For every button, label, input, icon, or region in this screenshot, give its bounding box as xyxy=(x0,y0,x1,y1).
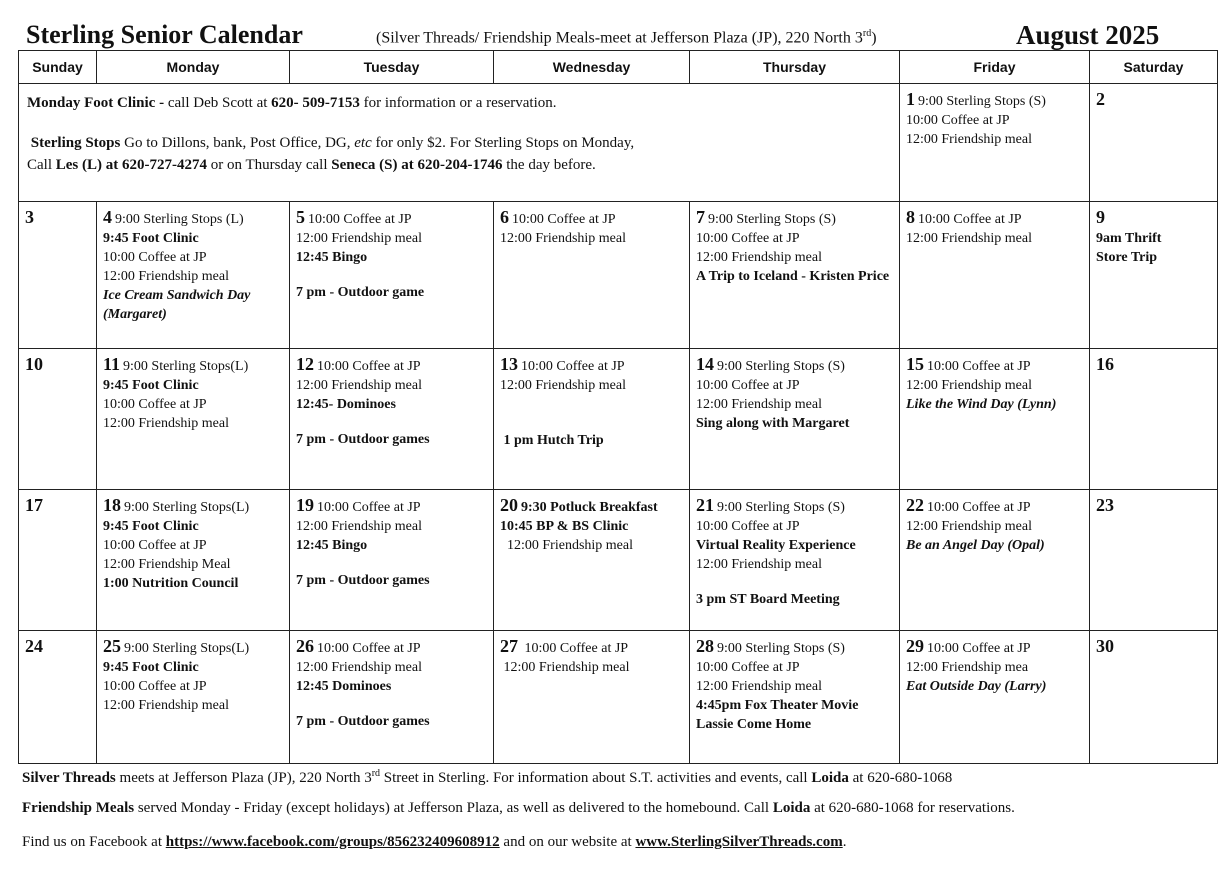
day-number: 12 xyxy=(296,354,314,374)
day-number: 4 xyxy=(103,207,112,227)
day-header-friday: Friday xyxy=(900,51,1090,84)
stops-text: Go to Dillons, bank, Post Office, DG, xyxy=(120,135,355,151)
event: 12:00 Friendship meal xyxy=(696,679,822,694)
day-header-saturday: Saturday xyxy=(1090,51,1218,84)
event: 10:00 Coffee at JP xyxy=(696,660,800,675)
week-row-1 xyxy=(19,84,1218,202)
event-special-day: Eat Outside Day (Larry) xyxy=(906,679,1047,694)
day-cell-22 xyxy=(900,490,1090,631)
footer-contact-name: Loida xyxy=(811,770,849,786)
event: 12:00 Friendship meal xyxy=(906,519,1032,534)
call-text-mid: or on Thursday call xyxy=(206,157,332,173)
day-cell-30 xyxy=(1090,631,1218,764)
day-number: 11 xyxy=(103,354,121,374)
event: 10:00 Coffee at JP xyxy=(308,212,412,227)
day-header-tuesday: Tuesday xyxy=(290,51,494,84)
foot-clinic-text: call Deb Scott at xyxy=(164,95,272,111)
event: 9:45 Foot Clinic xyxy=(103,660,199,675)
event: Virtual Reality Experience xyxy=(696,538,856,553)
day-number: 17 xyxy=(25,495,43,515)
event: 12:00 Friendship meal xyxy=(906,231,1032,246)
day-cell-25 xyxy=(97,631,290,764)
event: 9:00 Sterling Stops (S) xyxy=(717,500,845,515)
day-number: 22 xyxy=(906,495,924,515)
event: 9:00 Sterling Stops (S) xyxy=(717,359,845,374)
day-number: 24 xyxy=(25,636,43,656)
day-header-thursday: Thursday xyxy=(690,51,900,84)
day-cell-5 xyxy=(290,202,494,349)
stops-call-notice xyxy=(27,154,891,176)
event: 10:00 Coffee at JP xyxy=(906,113,1010,128)
day-cell-28 xyxy=(690,631,900,764)
event: 10:00 Coffee at JP xyxy=(103,397,207,412)
website-link[interactable]: www.SterlingSilverThreads.com xyxy=(635,834,843,850)
calendar-subtitle xyxy=(376,28,877,47)
day-cell-11 xyxy=(97,349,290,490)
day-number: 5 xyxy=(296,207,305,227)
notice-cell xyxy=(19,84,900,202)
foot-clinic-phone: 620- 509-7153 xyxy=(271,95,360,111)
footer-contact-name: Loida xyxy=(772,800,811,816)
day-number: 9 xyxy=(1096,207,1105,227)
event: 12:45 Bingo xyxy=(296,250,368,265)
event-special-day: Ice Cream Sandwich Day (Margaret) xyxy=(103,288,251,322)
event: 10:00 Coffee at JP xyxy=(927,500,1031,515)
day-number: 30 xyxy=(1096,636,1114,656)
week-row-4 xyxy=(19,490,1218,631)
day-cell-13 xyxy=(494,349,690,490)
subtitle-end: ) xyxy=(871,29,877,47)
calendar-title: Sterling Senior Calendar xyxy=(26,20,303,49)
day-cell-10 xyxy=(19,349,97,490)
footer-links xyxy=(22,834,1217,851)
day-number: 23 xyxy=(1096,495,1114,515)
day-cell-15 xyxy=(900,349,1090,490)
day-cell-21 xyxy=(690,490,900,631)
day-number: 28 xyxy=(696,636,714,656)
day-cell-18 xyxy=(97,490,290,631)
day-number: 14 xyxy=(696,354,714,374)
day-cell-29 xyxy=(900,631,1090,764)
day-number: 20 xyxy=(500,495,518,515)
stops-label: Sterling Stops xyxy=(30,135,121,151)
event: A Trip to Iceland - Kristen Price xyxy=(696,269,890,284)
foot-clinic-text-end: for information or a reservation. xyxy=(359,95,557,111)
event: 9:00 Sterling Stops (S) xyxy=(918,94,1046,109)
day-number: 27 xyxy=(500,636,518,656)
event-special-day: Like the Wind Day (Lynn) xyxy=(906,397,1057,412)
day-number: 13 xyxy=(500,354,518,374)
stops-text-end: for only $2. For Sterling Stops on Monday, xyxy=(371,135,635,151)
footer-friendship-meals xyxy=(22,800,1217,817)
event: 12:00 Friendship meal xyxy=(906,378,1032,393)
event: 7 pm - Outdoor games xyxy=(296,432,430,447)
day-cell-26 xyxy=(290,631,494,764)
event: 12:00 Friendship meal xyxy=(500,231,626,246)
event: 7 pm - Outdoor games xyxy=(296,714,430,729)
event: 12:00 Friendship meal xyxy=(296,519,422,534)
footer-text: and on our website at xyxy=(499,834,636,850)
stops-etc: etc xyxy=(354,135,372,151)
footer-sup: rd xyxy=(371,768,381,779)
day-cell-24 xyxy=(19,631,97,764)
day-header-row xyxy=(19,51,1218,84)
day-number: 18 xyxy=(103,495,121,515)
calendar-month: August 2025 xyxy=(1016,20,1160,50)
event: 10:45 BP & BS Clinic xyxy=(500,519,629,534)
day-header-sunday: Sunday xyxy=(19,51,97,84)
footer-text: Street in Sterling. For information about S.T. activities and events, call xyxy=(380,770,812,786)
seneca-contact: Seneca (S) at 620-204-1746 xyxy=(331,157,503,173)
subtitle-text: (Silver Threads/ Friendship Meals-meet at Jefferson Plaza (JP), 220 North 3 xyxy=(376,29,863,47)
week-row-5 xyxy=(19,631,1218,764)
call-text-end: the day before. xyxy=(502,157,596,173)
event: 12:00 Friendship mea xyxy=(906,660,1029,675)
event: 12:00 Friendship meal xyxy=(296,378,422,393)
foot-clinic-label: Monday Foot Clinic - xyxy=(27,95,165,111)
day-number: 8 xyxy=(906,207,915,227)
day-header-wednesday: Wednesday xyxy=(494,51,690,84)
footer-label: Silver Threads xyxy=(22,770,116,786)
event: 12:00 Friendship meal xyxy=(500,378,626,393)
event: 7 pm - Outdoor game xyxy=(296,285,425,300)
week-row-3 xyxy=(19,349,1218,490)
day-number: 16 xyxy=(1096,354,1114,374)
day-number: 25 xyxy=(103,636,121,656)
day-cell-23 xyxy=(1090,490,1218,631)
day-cell-12 xyxy=(290,349,494,490)
event: 9am Thrift Store Trip xyxy=(1096,231,1162,265)
day-number: 3 xyxy=(25,207,34,227)
event: 12:00 Friendship meal xyxy=(696,397,822,412)
day-cell-19 xyxy=(290,490,494,631)
event: 12:00 Friendship meal xyxy=(296,660,422,675)
footer-text: served Monday - Friday (except holidays) at Jefferson Plaza, as well as delivered to the homebound. Call xyxy=(134,800,773,816)
footer-label: Friendship Meals xyxy=(22,800,135,816)
facebook-link[interactable]: https://www.facebook.com/groups/856232409608912 xyxy=(165,834,500,850)
event: 10:00 Coffee at JP xyxy=(317,641,421,656)
event: 3 pm ST Board Meeting xyxy=(696,592,840,607)
day-cell-20 xyxy=(494,490,690,631)
event: 10:00 Coffee at JP xyxy=(317,500,421,515)
event: 12:45 Bingo xyxy=(296,538,368,553)
event: 10:00 Coffee at JP xyxy=(918,212,1022,227)
event: 7 pm - Outdoor games xyxy=(296,573,430,588)
day-number: 6 xyxy=(500,207,509,227)
day-number: 19 xyxy=(296,495,314,515)
footer-text: Find us on Facebook at xyxy=(22,834,166,850)
event: 10:00 Coffee at JP xyxy=(103,538,207,553)
day-number: 1 xyxy=(906,89,915,109)
event: 12:45 Dominoes xyxy=(296,679,392,694)
event: 10:00 Coffee at JP xyxy=(512,212,616,227)
day-number: 2 xyxy=(1096,89,1105,109)
week-row-2 xyxy=(19,202,1218,349)
calendar-grid xyxy=(18,50,1218,764)
event: Sing along with Margaret xyxy=(696,416,850,431)
day-cell-7 xyxy=(690,202,900,349)
foot-clinic-notice xyxy=(27,92,891,114)
day-number: 10 xyxy=(25,354,43,374)
event: 9:00 Sterling Stops(L) xyxy=(124,641,250,656)
event: 12:00 Friendship meal xyxy=(103,698,229,713)
calendar-header xyxy=(22,14,1212,54)
event: 12:00 Friendship meal xyxy=(507,538,633,553)
subtitle-sup: rd xyxy=(862,28,872,39)
day-cell-9 xyxy=(1090,202,1218,349)
event: 10:00 Coffee at JP xyxy=(317,359,421,374)
day-cell-8 xyxy=(900,202,1090,349)
day-header-monday: Monday xyxy=(97,51,290,84)
event: 9:00 Sterling Stops(L) xyxy=(124,500,250,515)
event: 9:00 Sterling Stops(L) xyxy=(123,359,249,374)
event: 9:30 Potluck Breakfast xyxy=(521,500,658,515)
day-number: 7 xyxy=(696,207,705,227)
day-cell-14 xyxy=(690,349,900,490)
les-contact: Les (L) at 620-727-4274 xyxy=(55,157,207,173)
footer-silver-threads xyxy=(22,768,1217,787)
event: 12:00 Friendship Meal xyxy=(103,557,231,572)
call-text: Call xyxy=(27,157,56,173)
day-number: 26 xyxy=(296,636,314,656)
event: 12:00 Friendship meal xyxy=(503,660,630,675)
event: 10:00 Coffee at JP xyxy=(696,231,800,246)
day-number: 21 xyxy=(696,495,714,515)
day-cell-1 xyxy=(900,84,1090,202)
day-cell-3 xyxy=(19,202,97,349)
event: 10:00 Coffee at JP xyxy=(521,359,625,374)
day-cell-16 xyxy=(1090,349,1218,490)
event: 1:00 Nutrition Council xyxy=(103,576,239,591)
event: 10:00 Coffee at JP xyxy=(524,641,629,656)
event: 10:00 Coffee at JP xyxy=(103,679,207,694)
day-number: 29 xyxy=(906,636,924,656)
day-number: 15 xyxy=(906,354,924,374)
event: 12:45- Dominoes xyxy=(296,397,396,412)
event: 9:00 Sterling Stops (L) xyxy=(115,212,244,227)
event: 12:00 Friendship meal xyxy=(696,250,822,265)
event: 10:00 Coffee at JP xyxy=(696,519,800,534)
day-cell-2 xyxy=(1090,84,1218,202)
footer-text: . xyxy=(842,834,847,850)
event: 1 pm Hutch Trip xyxy=(503,433,604,448)
sterling-stops-notice xyxy=(27,132,891,154)
event: 10:00 Coffee at JP xyxy=(103,250,207,265)
footer-text: meets at Jefferson Plaza (JP), 220 North 3 xyxy=(115,770,372,786)
footer-text: at 620-680-1068 for reservations. xyxy=(810,800,1015,816)
day-cell-27 xyxy=(494,631,690,764)
event: 9:00 Sterling Stops (S) xyxy=(708,212,836,227)
event: 4:45pm Fox Theater Movie xyxy=(696,698,859,713)
day-cell-17 xyxy=(19,490,97,631)
event: 9:45 Foot Clinic xyxy=(103,231,199,246)
event: 12:00 Friendship meal xyxy=(103,416,229,431)
event: 9:45 Foot Clinic xyxy=(103,519,199,534)
event: 9:45 Foot Clinic xyxy=(103,378,199,393)
event: Lassie Come Home xyxy=(696,717,812,732)
event: 10:00 Coffee at JP xyxy=(927,359,1031,374)
event: 10:00 Coffee at JP xyxy=(696,378,800,393)
day-cell-6 xyxy=(494,202,690,349)
day-cell-4 xyxy=(97,202,290,349)
event: 12:00 Friendship meal xyxy=(296,231,422,246)
event: 12:00 Friendship meal xyxy=(906,132,1032,147)
footer-text: at 620-680-1068 xyxy=(848,770,953,786)
event-special-day: Be an Angel Day (Opal) xyxy=(906,538,1045,553)
event: 12:00 Friendship meal xyxy=(696,557,822,572)
event: 9:00 Sterling Stops (S) xyxy=(717,641,845,656)
event: 10:00 Coffee at JP xyxy=(927,641,1031,656)
event: 12:00 Friendship meal xyxy=(103,269,229,284)
